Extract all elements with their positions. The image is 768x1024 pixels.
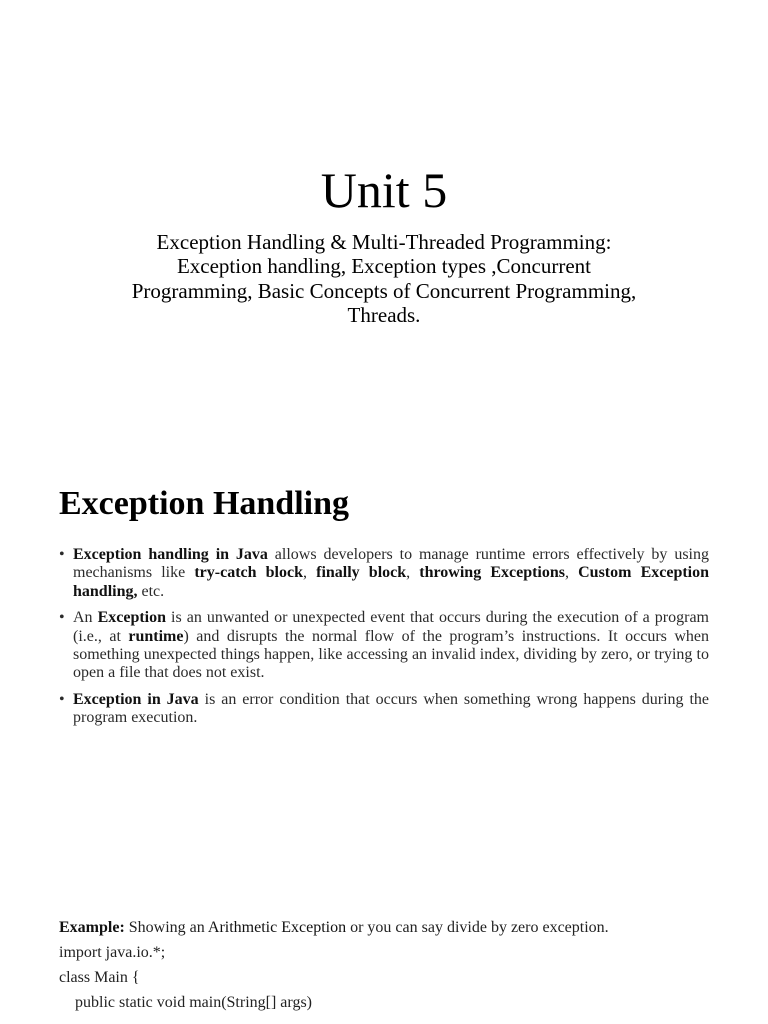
code-line: import java.io.*;: [59, 944, 166, 961]
bullet-item: [59, 609, 709, 683]
bullet-item: [59, 691, 709, 728]
bold-text: Exception in Java: [73, 690, 199, 708]
section-heading: Exception Handling: [59, 485, 350, 522]
body-text: ,: [565, 564, 579, 582]
bold-text: finally block: [316, 564, 407, 582]
bullet-list: [59, 546, 709, 736]
subtitle-line: Threads.: [347, 303, 421, 328]
page-title: Unit 5: [320, 162, 448, 218]
page-subtitle: [110, 230, 658, 328]
bullet-item: [59, 546, 709, 601]
body-text: allows developers to manage runtime errors effectively by using mechanisms like: [73, 546, 709, 582]
subtitle-line: Exception Handling & Multi-Threaded Programming:: [156, 230, 612, 254]
example-caption: [59, 915, 719, 940]
bold-text: Exception: [97, 609, 167, 627]
example-text-before: Showing an: [124, 919, 208, 936]
body-text: ,: [406, 564, 420, 582]
body-text: ) and disrupts the normal flow of the program’s instructions. It occurs when something unexpected things happen, like accessing an invalid index, dividing by zero, or trying to open a file that does not exist.: [73, 627, 709, 682]
body-text: etc.: [137, 582, 165, 600]
subtitle-line: Programming, Basic Concepts of Concurrent Programming,: [131, 278, 637, 303]
code-line: class Main {: [59, 969, 140, 986]
bold-text: Custom Exception handling,: [73, 564, 710, 600]
subtitle-line: Exception handling, Exception types ,Concurrent: [176, 254, 592, 279]
example-block: [59, 915, 719, 1015]
example-highlight: Arithmetic Exception: [207, 919, 347, 936]
body-text: ,: [302, 564, 317, 582]
body-text: is an error condition that occurs when something wrong happens during the program execution.: [73, 690, 710, 727]
bold-text: Exception handling in Java: [73, 546, 268, 563]
bold-text: runtime: [128, 627, 184, 645]
bold-text: throwing Exceptions: [419, 564, 565, 582]
code-line: public static void main(String[] args): [59, 994, 312, 1011]
bold-text: try-catch block: [194, 564, 303, 582]
example-label: Example:: [59, 919, 125, 936]
body-text: An: [73, 609, 98, 627]
example-text-after: or you can say divide by zero exception.: [346, 919, 609, 936]
body-text: is an unwanted or unexpected event that occurs during the execution of a program (i.e., at: [73, 609, 709, 645]
